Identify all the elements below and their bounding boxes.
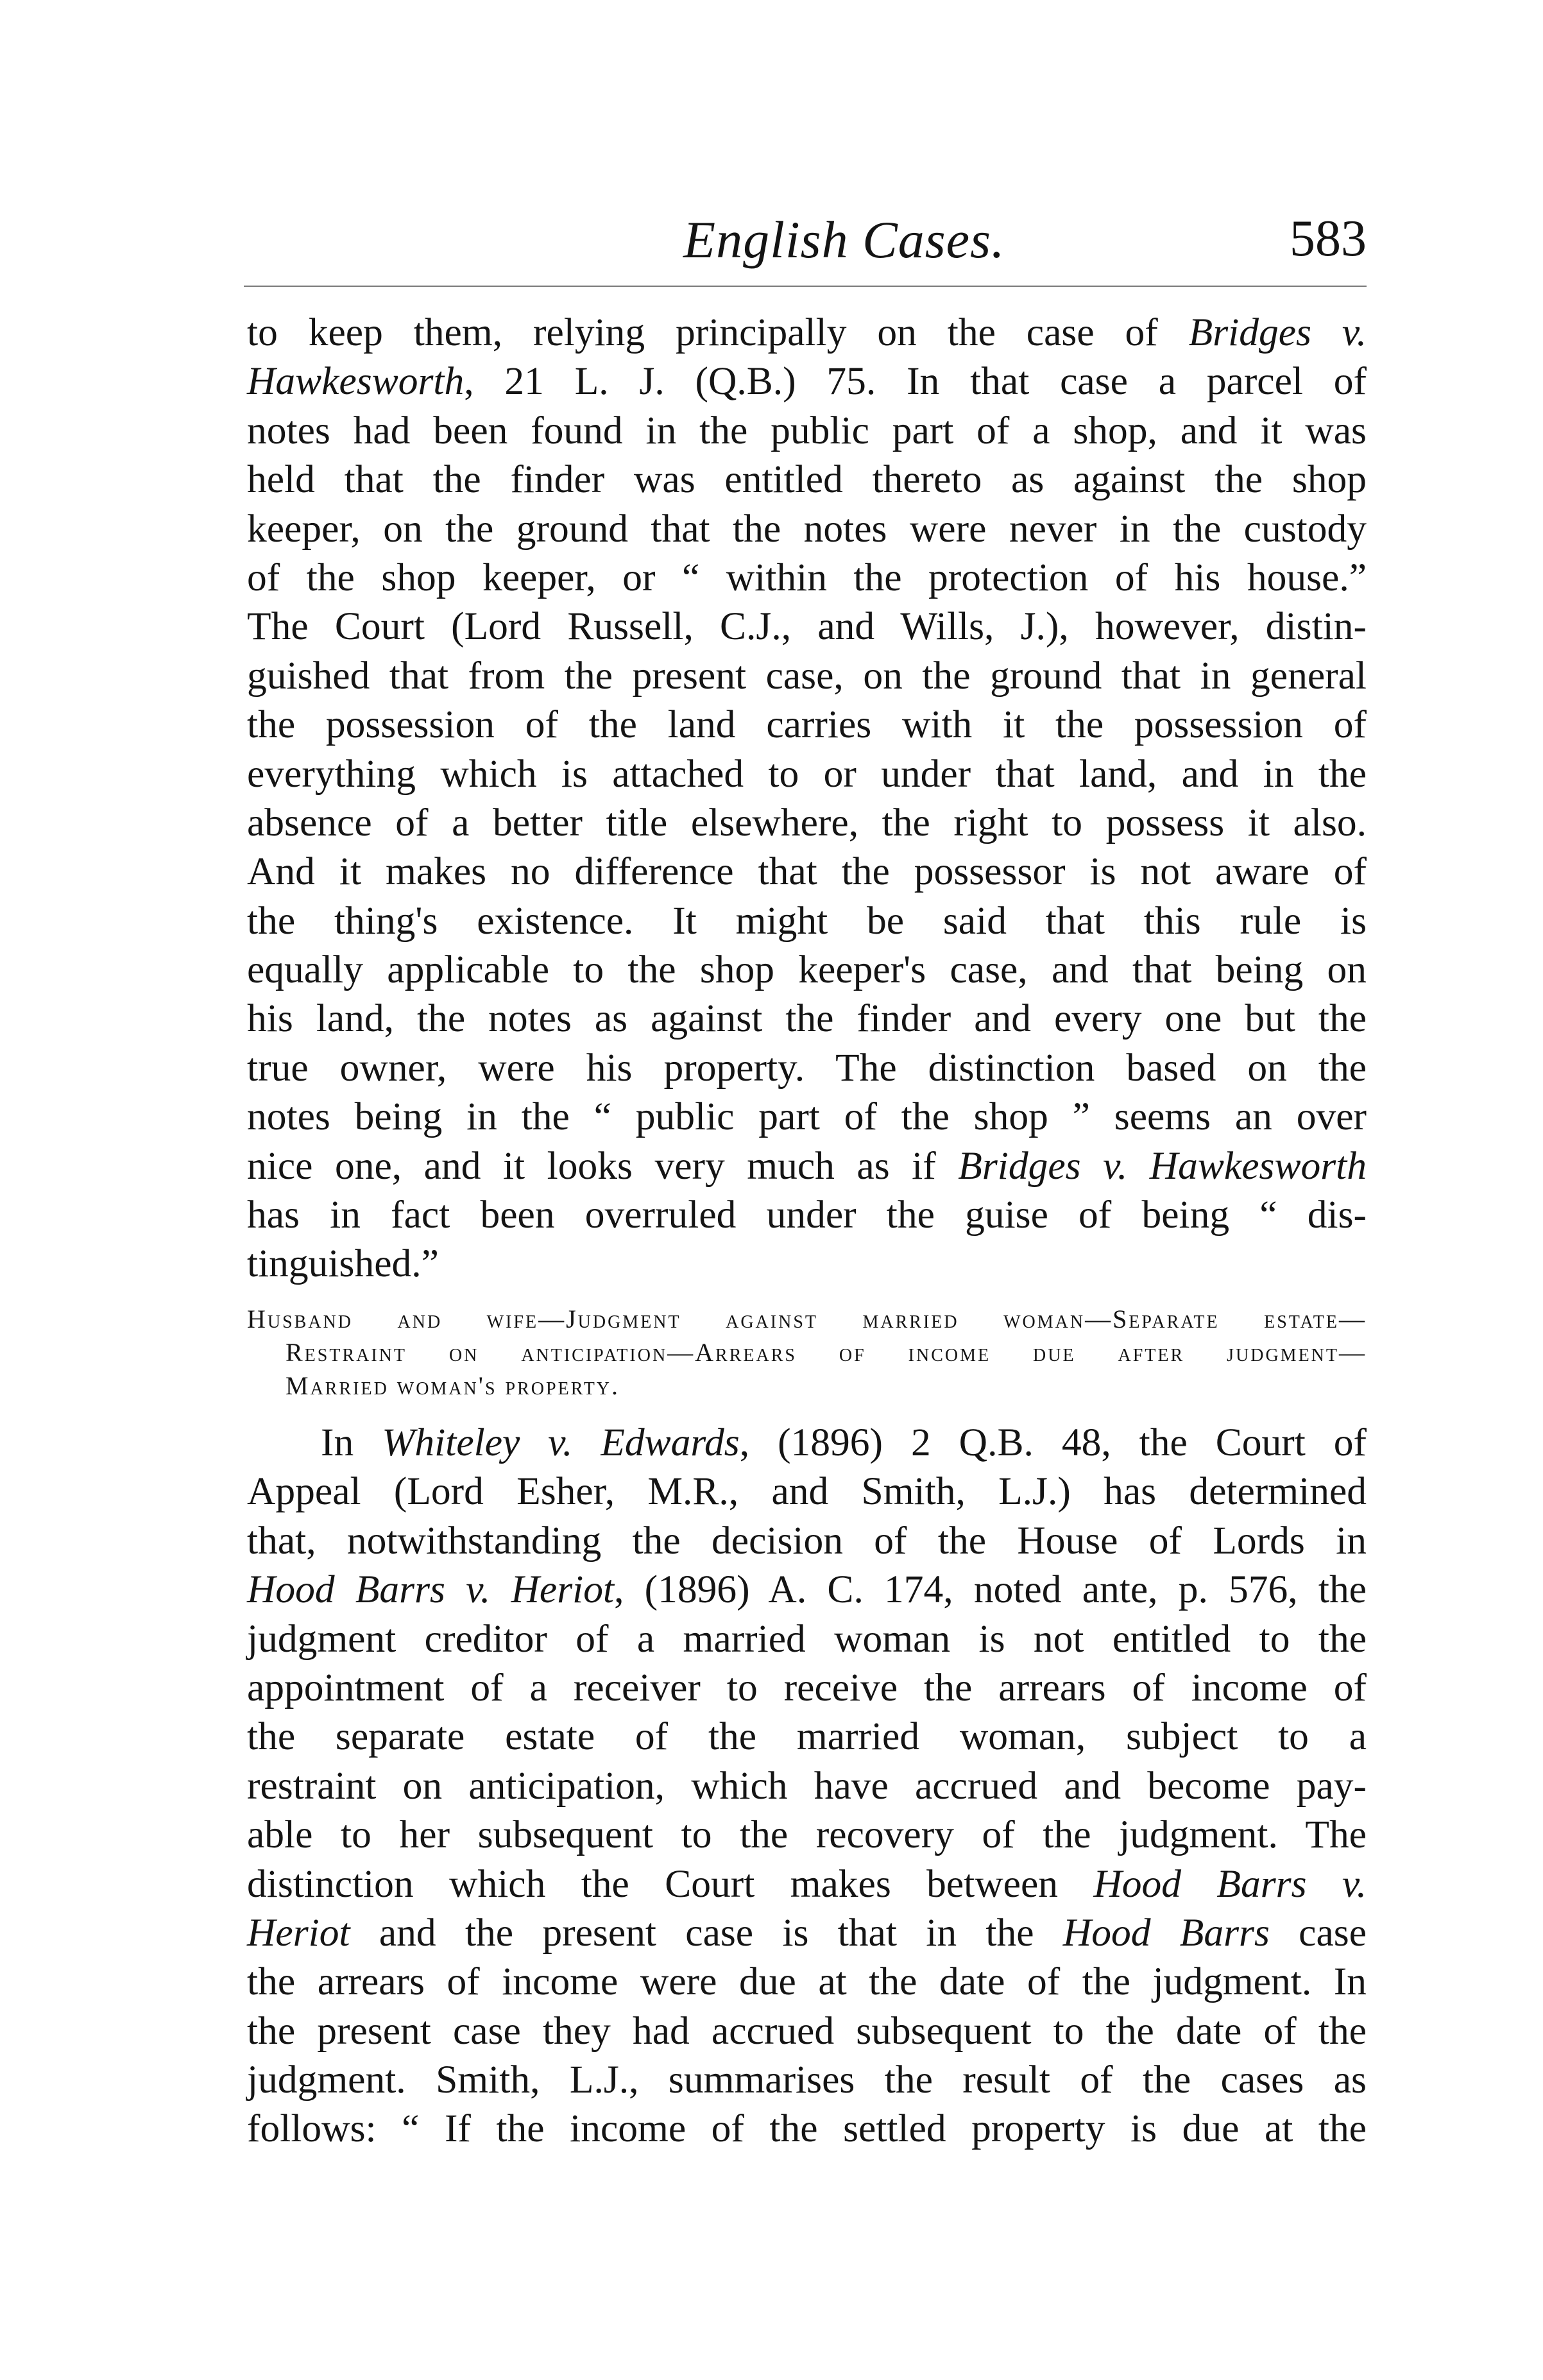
heading-line: Restraint on anticipation—Arrears of income due after judgment— xyxy=(286,1338,1367,1367)
text-line: held that the finder was entitled thereto as against the shop xyxy=(247,458,1367,502)
text-line: notes had been found in the public part of a shop, and it was xyxy=(247,408,1367,452)
text-line: absence of a better title elsewhere, the right to possess it also. xyxy=(247,800,1367,844)
text-line: judgment creditor of a married woman is not entitled to the xyxy=(247,1616,1367,1661)
text-line: the present case they had accrued subsequent to the date of the xyxy=(247,2008,1367,2053)
text-line: The Court (Lord Russell, C.J., and Wills, J.), however, distin- xyxy=(247,604,1367,649)
page-number: 583 xyxy=(1290,210,1367,267)
text-line: keeper, on the ground that the notes were never in the custody xyxy=(247,506,1367,551)
text-line: his land, the notes as against the finder and every one but the xyxy=(247,997,1367,1041)
text-line: Hood Barrs v. Heriot, (1896) A. C. 174, noted ante, p. 576, the xyxy=(247,1568,1367,1612)
text-line: restraint on anticipation, which have accrued and become pay- xyxy=(247,1763,1367,1808)
text-line: Hawkesworth, 21 L. J. (Q.B.) 75. In that case a parcel of xyxy=(247,359,1367,404)
text-line: nice one, and it looks very much as if Bridges v. Hawkesworth xyxy=(247,1143,1367,1188)
text-line: judgment. Smith, L.J., summarises the result of the cases as xyxy=(247,2058,1367,2102)
text-line: In Whiteley v. Edwards, (1896) 2 Q.B. 48, the Court of xyxy=(321,1421,1367,1464)
text-line: that, notwithstanding the decision of the House of Lords in xyxy=(247,1518,1367,1562)
text-line: Appeal (Lord Esher, M.R., and Smith, L.J.) has determined xyxy=(247,1469,1367,1514)
text-line: appointment of a receiver to receive the arrears of income of xyxy=(247,1665,1367,1709)
text-line: the thing's existence. It might be said that this rule is xyxy=(247,898,1367,943)
text-line: the separate estate of the married woman, subject to a xyxy=(247,1715,1367,1759)
text-line: of the shop keeper, or “ within the protection of his house.” xyxy=(247,555,1367,599)
text-line: guished that from the present case, on the ground that in general xyxy=(247,653,1367,698)
text-line: has in fact been overruled under the guise of being “ dis- xyxy=(247,1193,1367,1237)
text-line: notes being in the “ public part of the shop ” seems an over xyxy=(247,1095,1367,1139)
text-line: follows: “ If the income of the settled property is due at the xyxy=(247,2107,1367,2151)
text-line: to keep them, relying principally on the case of Bridges v. xyxy=(247,311,1367,354)
text-line: true owner, were his property. The distinction based on the xyxy=(247,1045,1367,1090)
heading-line: Husband and wife—Judgment against married woman—Separate estate— xyxy=(247,1305,1367,1333)
text-line: tinguished.” xyxy=(247,1242,439,1286)
text-line: And it makes no difference that the possessor is not aware of xyxy=(247,850,1367,894)
text-line: able to her subsequent to the recovery of the judgment. The xyxy=(247,1813,1367,1857)
text-line: distinction which the Court makes between Hood Barrs v. xyxy=(247,1862,1367,1906)
text-line: the arrears of income were due at the date of the judgment. In xyxy=(247,1960,1367,2004)
text-line: the possession of the land carries with it the possession of xyxy=(247,703,1367,747)
section-heading xyxy=(247,1303,1367,1403)
text-line: everything which is attached to or under that land, and in the xyxy=(247,751,1367,796)
heading-line: Married woman's property. xyxy=(286,1371,620,1400)
text-line: Heriot and the present case is that in the Hood Barrs case xyxy=(247,1910,1367,1955)
running-header xyxy=(244,209,1367,287)
paragraph-1 xyxy=(247,308,1367,1288)
text-line: equally applicable to the shop keeper's case, and that being on xyxy=(247,948,1367,992)
running-title: English Cases. xyxy=(683,210,1005,269)
paragraph-2 xyxy=(247,1418,1367,2153)
